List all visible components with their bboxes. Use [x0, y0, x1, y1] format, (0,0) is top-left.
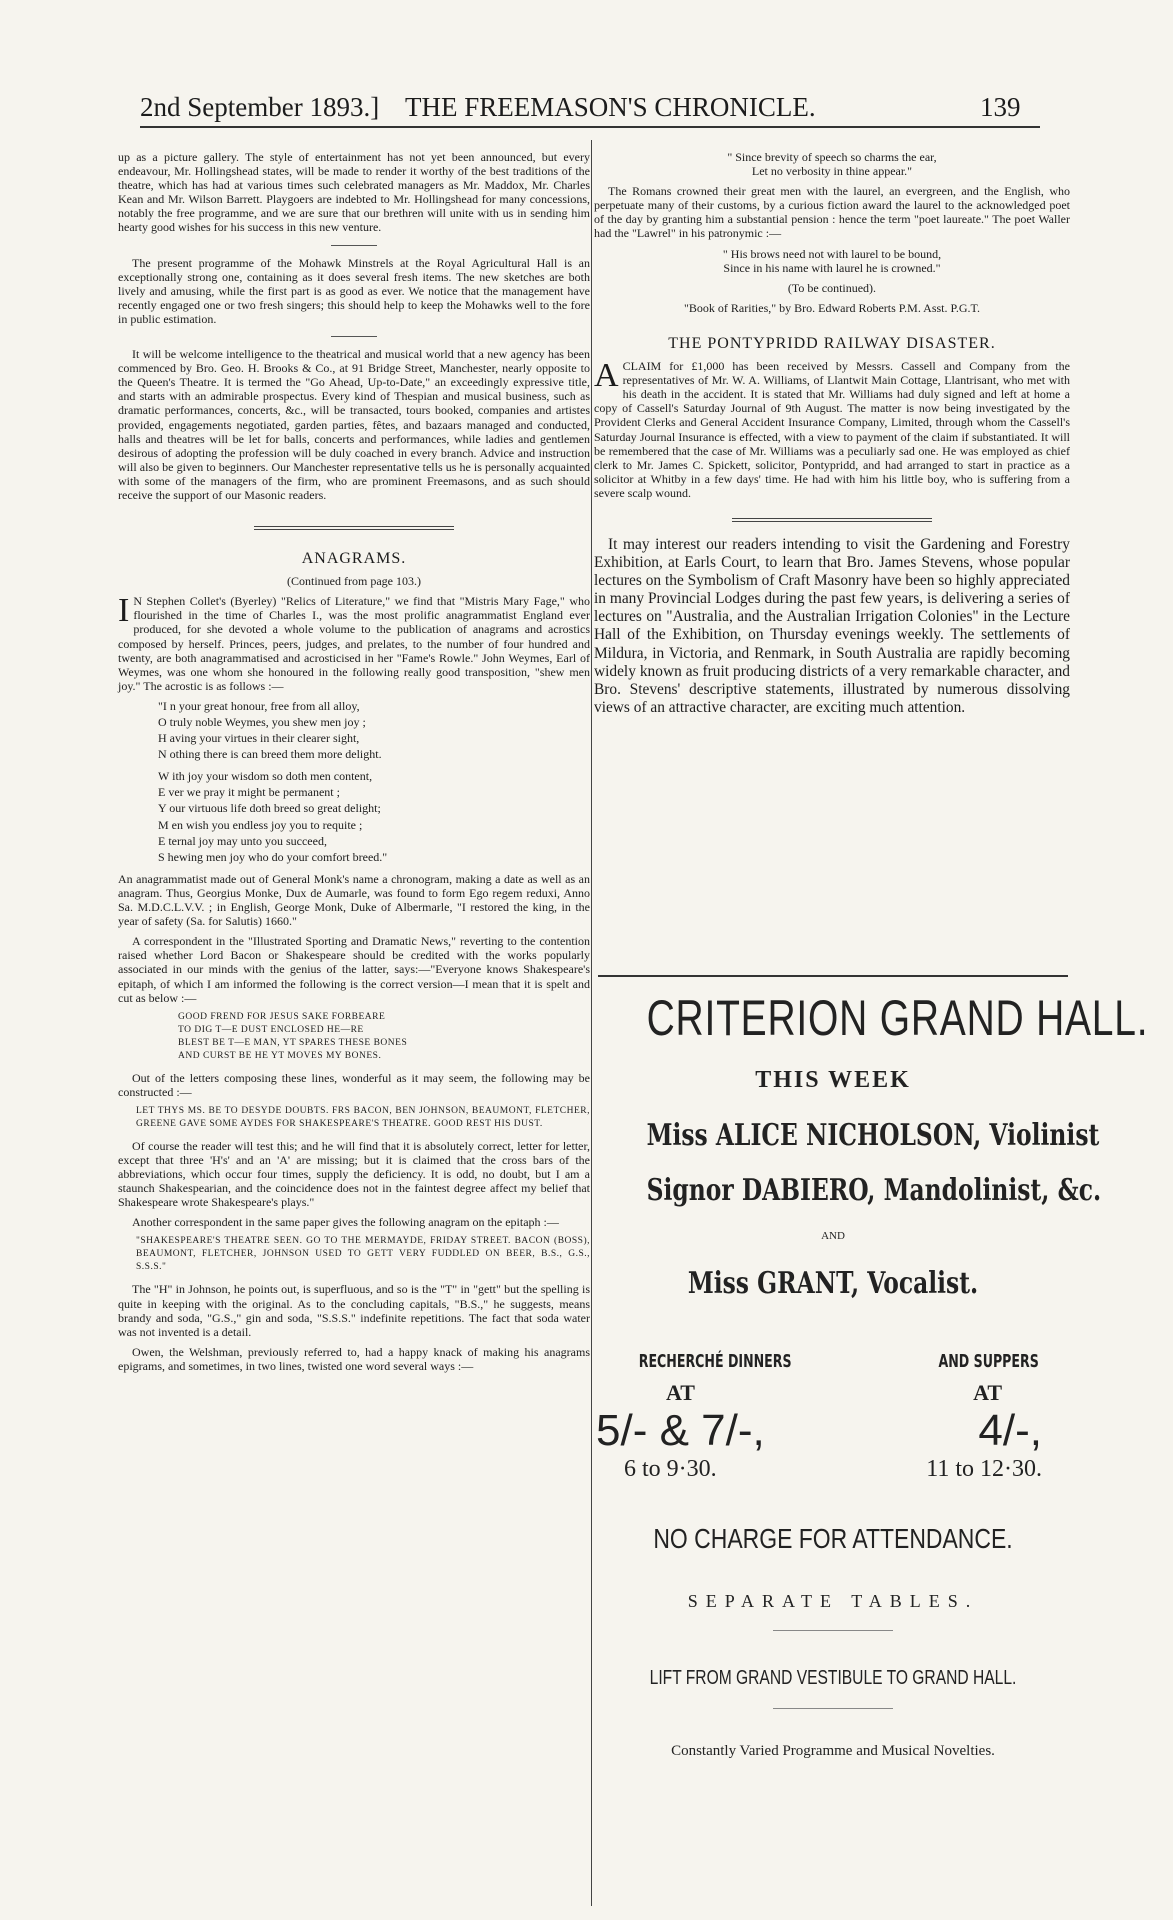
paragraph: The present programme of the Mohawk Minstrels at the Royal Agricultural Hall is an exceptionally strong one, containing as it does several fresh items. The new sketches are both lively and amusing, while the first part is as good as ever. We notice that the management have recently engaged one or two fresh singers; this should help to keep the Mohawks well to the fore in public estimation.	[118, 255, 590, 326]
paragraph: The Romans crowned their great men with the laurel, an evergreen, and the English, who perpetuate many of their customs, by a curious fiction award the laurel to the acknowledged poet of the day by granting him a substantial pension : hence the term "poet laureate." The poet Waller had the "Lawrel" in his patronymic :—	[594, 184, 1070, 241]
criterion-advertisement	[594, 975, 1149, 1760]
epitaph-line: AND CURST BE HE YT MOVES MY BONES.	[178, 1050, 382, 1061]
quote-line: Let no verbosity in thine appear."	[751, 164, 913, 179]
artist-vocalist: Miss GRANT, Vocalist.	[687, 1266, 979, 1301]
and-label: AND	[821, 1230, 845, 1242]
anagrams-subheading: (Continued from page 103.)	[287, 574, 421, 589]
paragraph: up as a picture gallery. The style of entertainment has not yet been announced, but every endeavour, Mr. Hollingshead states, will be made to render it worthy of the best traditions of the theatre, which has had at various times such celebrated managers as Mr. Maddox, Mr. Charles Kean and Mr. Wilson Barrett. Playgoers are indebted to Mr. Hollingshead for many concessions, notably the free programme, and we are sure that our brethren will unite with us in sending him hearty good wishes for his success in this new venture.	[118, 150, 590, 235]
exhibition-paragraph: It may interest our readers intending to visit the Gardening and Forestry Exhibition, at Earls Court, to learn that Bro. James Stevens, whose popular lectures on the Symbolism of Craft Masonry have been so highly appreciated in many Provincial Lodges during the past few years, is delivering a series of lectures on "Australia, and the Australian Irrigation Colonies" in the Lecture Hall of the Exhibition, on Thursday evenings weekly. The settlements of Mildura, in Victoria, and Renmark, in South Australia are rapidly becoming widely known as fruit producing districts of a very remarkable character, and Bro. Stevens' descriptive statements, illustrated by numerous dissolving views of an attractive character, are exciting much attention.	[594, 535, 1070, 716]
separate-tables: SEPARATE TABLES.	[687, 1591, 979, 1611]
suppers-label: AND SUPPERS	[938, 1351, 1039, 1372]
acrostic-verse	[118, 699, 590, 864]
divider	[773, 1630, 893, 1631]
source-credit: "Book of Rarities," by Bro. Edward Roberts P.M. Asst. P.G.T.	[684, 300, 980, 315]
anagrams-heading: ANAGRAMS.	[301, 550, 407, 568]
verse-line: M en wish you endless joy you to requite ;	[158, 817, 363, 832]
divider	[331, 245, 377, 246]
column-divider	[591, 140, 592, 1906]
paragraph: Owen, the Welshman, previously referred to, had a happy knack of making his anagrams epigrams, and sometimes, in two lines, twisted one word several ways :—	[118, 1344, 590, 1373]
paragraph: Out of the letters composing these lines, wonderful as it may seem, the following may be constructed :—	[118, 1070, 590, 1099]
page-number: 139	[980, 92, 1021, 122]
drop-cap: I	[118, 592, 130, 630]
drop-cap: A	[594, 357, 619, 395]
paragraph: An anagrammatist made out of General Monk's name a chronogram, making a date as well as an anagram. Thus, Georgius Monke, Dux de Aumarle, was found to form Ego regem reduxi, Anno Sa. M.D.C.L.V.V. ; in English, George Monk, Duke of Albermarle, "I restored the king, in the year of safety (Sa. for Salutis) 1660."	[118, 871, 590, 929]
dinner-price: 5/- & 7/-,	[596, 1406, 765, 1455]
this-week: THIS WEEK	[755, 1067, 911, 1093]
epitaph	[118, 1011, 590, 1063]
verse-line: E ver we pray it might be permanent ;	[158, 785, 340, 800]
verse-line: E ternal joy may unto you succeed,	[158, 833, 327, 848]
ad-top-rule	[598, 975, 1068, 977]
quote-line: " Since brevity of speech so charms the ear,	[727, 150, 937, 164]
page-header	[140, 92, 1040, 122]
verse-line: N othing there is can breed them more delight.	[158, 747, 382, 762]
section-divider	[732, 518, 932, 522]
verse-line: O truly noble Weymes, you shew men joy ;	[158, 715, 366, 729]
lift-notice: LIFT FROM GRAND VESTIBULE TO GRAND HALL.	[649, 1667, 1017, 1689]
paragraph: It will be welcome intelligence to the theatrical and musical world that a new agency has been commenced by Bro. Geo. H. Brooks & Co., at 91 Bridge Street, Manchester, nearly opposite to the Queen's Theatre. It is termed the "Go Ahead, Up-to-Date," an exceedingly expressive title, and starts with an admirable prospectus. Every kind of Thespian and musical business, such as dramatic performances, concerts, &c., will be transacted, tours booked, companies and artistes provided, engagements negotiated, garden parties, fêtes, and bazaars managed and conducted, halls and theatres will be let for balls, concerts and performances, while ladies and gentlemen desirous of adopting the profession will be duly coached in every branch. Advice and instruction will also be given to beginners. Our Manchester representative tells us he is personally acquainted with some of the managers of the firm, who are prominent Freemasons, and as such should receive the support of our Masonic readers.	[118, 347, 590, 502]
time-row	[594, 1456, 1072, 1483]
epitaph-line: TO DIG T—E DUST ENCLOSED HE—RE	[178, 1024, 364, 1035]
at-label: AT	[973, 1380, 1002, 1405]
divider	[331, 336, 377, 337]
issue-date: 2nd September 1893.]	[140, 92, 380, 122]
supper-price: 4/-,	[978, 1406, 1042, 1455]
constructed-anagram: LET THYS MS. BE TO DESYDE DOUBTS. FRS BACON, BEN JOHNSON, BEAUMONT, FLETCHER, GREENE GAVE SOME AYDES FOR SHAKESPEARE'S THEATRE. GOOD REST HIS DUST.	[136, 1105, 590, 1129]
publication-title: THE FREEMASON'S CHRONICLE.	[405, 92, 816, 122]
artist-mandolinist: Signor DABIERO, Mandolinist, &c.	[646, 1173, 1102, 1208]
paragraph: ACLAIM for £1,000 has been received by Messrs. Cassell and Company from the representatives of Mr. W. A. Williams, of Llantwit Main Cottage, Llantrisant, who met with his death in the accident. It is stated that Mr. Williams had duly signed and left at home a copy of Cassell's Saturday Journal of 9th August. The matter is now being investigated by the Provident Clerks and General Accident Insurance Company, Limited, through whom the Cassell's Saturday Journal Insurance is effected, with a view to payment of the claim if substantiated. It will be remembered that the case of Mr. Williams was a peculiarly sad one. He was employed as chief clerk to Mr. James C. Spickett, solicitor, Pontypridd, and had arranged to start in practice as a solicitor at Whitby in a few days' time. He had with him his little boy, who is suffering from a severe scalp wound.	[594, 357, 1070, 500]
to-be-continued: (To be continued).	[787, 280, 877, 295]
section-divider	[254, 526, 454, 530]
no-charge-notice: NO CHARGE FOR ATTENDANCE.	[653, 1523, 1013, 1554]
left-column	[118, 150, 590, 1379]
quote-line: Since in his name with laurel he is crowned."	[723, 260, 941, 275]
price-row	[594, 1406, 1072, 1456]
at-row	[594, 1380, 1072, 1406]
quote-line: " His brows need not with laurel to be bound,	[722, 246, 942, 261]
dinners-label: RECHERCHÉ DINNERS	[638, 1351, 792, 1372]
dinner-time: 6 to 9·30.	[624, 1456, 717, 1482]
paragraph: I N Stephen Collet's (Byerley) "Relics of Literature," we find that "Mistris Mary Fage," who flourished in the time of Charles I., was the most prolific anagrammatist England ever produced, for she devoted a whole volume to the publication of anagrams and acrostics composed by herself. Princes, peers, judges, and prelates, to the number of four hundred and twenty, are both anagrammatised and acrosticised in her "Fame's Rowle." John Weymes, Earl of Weymes, was one whom she honoured in the following really good transposition, "shew men joy." The acrostic is as follows :—	[118, 592, 590, 693]
disaster-heading: THE PONTYPRIDD RAILWAY DISASTER.	[668, 334, 996, 352]
at-label: AT	[666, 1380, 695, 1405]
verse-line: W ith joy your wisdom so doth men content,	[158, 769, 373, 784]
epitaph-line: BLEST BE T—E MAN, YT SPARES THESE BONES	[178, 1037, 408, 1048]
verse-line: "I n your great honour, free from all alloy,	[158, 698, 360, 713]
paragraph: The "H" in Johnson, he points out, is superfluous, and so is the "T" in "gett" but the spelling is quite in keeping with the original. As to the concluding capitals, "B.S.," he suggests, means brandy and soda, "G.S.," gin and soda, "S.S.S." indefinite repetitions. The fact that soda water was not invented is a detail.	[118, 1282, 590, 1339]
paragraph: A correspondent in the "Illustrated Sporting and Dramatic News," reverting to the contention raised whether Lord Bacon or Shakespeare should be credited with the works popularly associated in our minds with the genius of the latter, says:—"Everyone knows Shakespeare's epitaph, of which I am informed the following is the correct version—I mean that it is spelt and cut as below :—	[118, 934, 590, 1005]
verse-line: S hewing men joy who do your comfort breed."	[158, 849, 388, 864]
verse-line: Y our virtuous life doth breed so great delight;	[158, 801, 381, 816]
right-column	[594, 150, 1070, 723]
venue-name: CRITERION GRAND HALL.	[646, 990, 1149, 1046]
paragraph: Another correspondent in the same paper gives the following anagram on the epitaph :—	[132, 1215, 559, 1230]
second-anagram: "SHAKESPEARE'S THEATRE SEEN. GO TO THE MERMAYDE, FRIDAY STREET. BACON (BOSS), BEAUMONT, FLETCHER, JOHNSON USED TO GETT VERY FUDDLED ON BEER, B.S., G.S., S.S.S."	[136, 1236, 590, 1273]
artist-violinist: Miss ALICE NICHOLSON, Violinist	[646, 1118, 1100, 1153]
divider	[773, 1708, 893, 1709]
verse-line: H aving your virtues in their clearer sight,	[158, 731, 360, 746]
meal-row	[594, 1351, 1072, 1372]
paragraph: Of course the reader will test this; and he will find that it is absolutely correct, letter for letter, except that three 'H's' and an 'A' are missing; but it is claimed that the cross bars of the abbreviations, which occur four times, supply the deficiency. It is odd, no doubt, but I am a staunch Shakespearian, and the coincidence does not in the faintest degree affect my belief that Shakespeare wrote Shakespeare's plays."	[118, 1138, 590, 1210]
epitaph-line: GOOD FREND FOR JESUS SAKE FORBEARE	[178, 1011, 386, 1022]
header-rule	[140, 126, 1040, 128]
programme-notice: Constantly Varied Programme and Musical Novelties.	[671, 1743, 995, 1759]
supper-time: 11 to 12·30.	[926, 1456, 1042, 1482]
